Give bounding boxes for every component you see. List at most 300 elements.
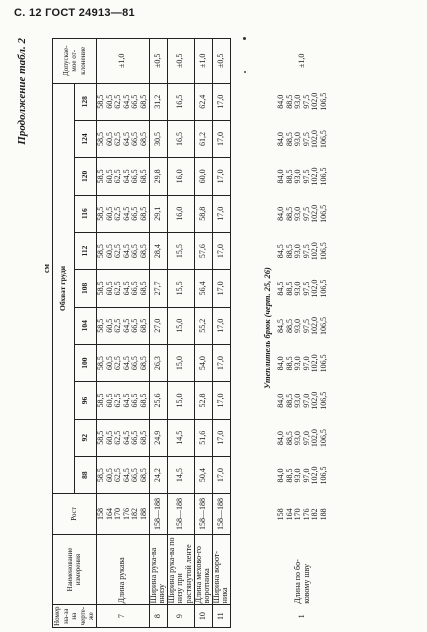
- table-value: 60,5: [104, 393, 114, 408]
- table-value: 58,5: [95, 132, 105, 147]
- table-value: 84,0: [276, 169, 285, 184]
- table-value: 15,0: [175, 356, 185, 371]
- table-value: 88,5: [284, 468, 294, 483]
- table-value: 29,1: [152, 206, 162, 221]
- row-tolerance: ±0,5: [149, 39, 167, 84]
- row-value-cell: [212, 83, 230, 120]
- row-value-cell: [167, 419, 194, 456]
- table-value: 102,0: [310, 354, 320, 373]
- row-value-cell: [96, 344, 149, 381]
- row-name: Ширина рука-ва внизу: [149, 534, 167, 605]
- row-value-cell: [96, 270, 149, 307]
- table-value: 106,5: [318, 354, 328, 373]
- table-value: 60,5: [104, 206, 114, 221]
- row-value-cell: [277, 233, 330, 270]
- row-value-cell: [212, 382, 230, 419]
- table-row: [149, 39, 167, 628]
- row-value-cell: [194, 419, 212, 456]
- table-value: 68,5: [138, 393, 148, 408]
- table-value: 97,0: [301, 393, 311, 408]
- table-value: 158—188: [215, 497, 225, 530]
- table-value: 88,5: [284, 356, 294, 371]
- row-value-cell: [277, 419, 330, 456]
- table-value: 51,6: [197, 430, 207, 445]
- table-value: 93,0: [293, 393, 303, 408]
- table-value: 97,0: [301, 431, 311, 446]
- table-value: 60,5: [104, 468, 114, 483]
- table-value: 66,5: [130, 244, 140, 259]
- table-value: 64,5: [121, 94, 131, 109]
- row-heights: [167, 494, 194, 534]
- table-row: [194, 39, 212, 628]
- row-value-cell: [149, 158, 167, 195]
- row-number: 8: [149, 605, 167, 628]
- table-value: 25,6: [152, 393, 162, 408]
- chest-size-128: 128: [74, 83, 96, 120]
- row-value-cell: [149, 270, 167, 307]
- table-value: 50,4: [197, 468, 207, 483]
- table-value: 14,5: [175, 468, 185, 483]
- row-tolerance: ±0,5: [212, 39, 230, 84]
- table-value: 15,0: [175, 393, 185, 408]
- table-value: 62,5: [113, 356, 123, 371]
- page-header: С. 12 ГОСТ 24913—81: [14, 7, 135, 19]
- row-number: 7: [96, 605, 149, 628]
- table-value: 29,8: [152, 169, 162, 184]
- row-value-cell: [167, 158, 194, 195]
- table-value: 28,4: [152, 244, 162, 259]
- table-value: 102,0: [310, 130, 320, 149]
- row-name: Ширина ворот-ника: [212, 534, 230, 605]
- table-value: 64,5: [121, 430, 131, 445]
- row-value-cell: [194, 232, 212, 269]
- table-value: 17,0: [215, 94, 225, 109]
- table-value: 88,5: [284, 94, 294, 109]
- table-value: 84,5: [276, 281, 285, 296]
- table-value: 58,8: [197, 206, 207, 221]
- table-value: 106,5: [318, 429, 328, 448]
- table-value: 68,5: [138, 169, 148, 184]
- table-value: 68,5: [138, 132, 148, 147]
- table-value: 84,0: [276, 393, 285, 408]
- row-value-cell: [212, 120, 230, 157]
- table-value: 64,5: [121, 318, 131, 333]
- table-value: 106,5: [318, 130, 328, 149]
- row-name: Длина рукава: [96, 534, 149, 605]
- table-value: 60,0: [197, 169, 207, 184]
- table-value: 64,5: [121, 169, 131, 184]
- row-value-cell: [96, 232, 149, 269]
- row-heights: [149, 494, 167, 534]
- row-value-cell: [167, 344, 194, 381]
- row-number: 9: [167, 605, 194, 628]
- table-value: 158—188: [152, 497, 162, 530]
- table-value: 68,5: [138, 94, 148, 109]
- chest-size-100: 100: [74, 344, 96, 381]
- row-value-cell: [194, 344, 212, 381]
- table-row: [277, 39, 330, 628]
- sizes-table: [52, 38, 231, 628]
- table-value: 66,5: [130, 132, 140, 147]
- row-name: Длина по бо-ковому шву: [293, 559, 311, 604]
- table-value: 97,5: [301, 132, 311, 147]
- row-tolerance: ±0,5: [167, 39, 194, 84]
- table-value: 106,5: [318, 204, 328, 223]
- table-value: 58,5: [95, 244, 105, 259]
- table-value: 66,5: [130, 169, 140, 184]
- table-value: 60,5: [104, 169, 114, 184]
- table-value: 106,5: [318, 242, 328, 261]
- row-value-cell: [194, 83, 212, 120]
- table-value: 84,5: [276, 318, 285, 333]
- table-value: 102,0: [310, 204, 320, 223]
- table-value: 68,5: [138, 281, 148, 296]
- table-value: 15,5: [175, 281, 185, 296]
- row-value-cell: [194, 456, 212, 493]
- table-value: 66,5: [130, 281, 140, 296]
- section-subtitle: Утеплитель брюк (черт. 25, 26): [262, 267, 272, 389]
- table-value: 170: [293, 508, 303, 521]
- table-value: 66,5: [130, 94, 140, 109]
- row-name: Ширина рука-ва по низу при растянутой ленте: [167, 534, 194, 605]
- row-tolerance: ±1,0: [194, 39, 212, 84]
- table-row: [96, 39, 149, 628]
- table-value: 97,0: [301, 468, 311, 483]
- table-value: 102,0: [310, 279, 320, 298]
- header-height: Рост: [53, 494, 97, 534]
- table-value: 97,5: [301, 169, 311, 184]
- table-value: 93,0: [293, 244, 303, 259]
- table-value: 62,5: [113, 430, 123, 445]
- table-value: 106,5: [318, 92, 328, 111]
- table-body: [96, 39, 230, 628]
- table-continuation-title: Продолжение табл. 2: [16, 38, 28, 145]
- table-value: 66,5: [130, 318, 140, 333]
- chest-size-124: 124: [74, 120, 96, 157]
- header-name: Наименование измерения: [53, 534, 97, 605]
- table-value: 58,5: [95, 468, 105, 483]
- table-value: 62,5: [113, 169, 123, 184]
- chest-size-120: 120: [74, 158, 96, 195]
- table-value: 188: [318, 508, 328, 521]
- row-value-cell: [194, 307, 212, 344]
- table-value: 17,0: [215, 356, 225, 371]
- table-value: 102,0: [310, 429, 320, 448]
- table-value: 17,0: [215, 281, 225, 296]
- table-value: 68,5: [138, 356, 148, 371]
- table-value: 88,5: [284, 281, 294, 296]
- table-value: 106,5: [318, 279, 328, 298]
- header-chest-group: Обхват груди: [53, 83, 75, 494]
- table-value: 158: [276, 508, 285, 521]
- table-value: 58,5: [95, 430, 105, 445]
- row-heights: [212, 494, 230, 534]
- table-value: 62,5: [113, 393, 123, 408]
- table-value: 88,5: [284, 132, 294, 147]
- table-value: 88,5: [284, 318, 294, 333]
- chest-size-112: 112: [74, 232, 96, 269]
- table-value: 58,5: [95, 318, 105, 333]
- table-value: 62,5: [113, 468, 123, 483]
- table-value: 97,5: [301, 281, 311, 296]
- table-value: 164: [104, 507, 114, 520]
- table-value: 16,5: [175, 94, 185, 109]
- row-value-cell: [149, 382, 167, 419]
- row-value-cell: [277, 307, 330, 344]
- table-value: 52,8: [197, 393, 207, 408]
- row-value-cell: [167, 120, 194, 157]
- table-value: 62,5: [113, 318, 123, 333]
- row-value-cell: [212, 158, 230, 195]
- row-number: 1: [297, 614, 307, 619]
- table-row: [212, 39, 230, 628]
- table-value: 68,5: [138, 318, 148, 333]
- table-value: 17,0: [215, 318, 225, 333]
- row-value-cell: [212, 232, 230, 269]
- row-number: 11: [212, 605, 230, 628]
- table-value: 60,5: [104, 132, 114, 147]
- table-value: 64,5: [121, 393, 131, 408]
- table-value: 64,5: [121, 281, 131, 296]
- table-value: 88,5: [284, 393, 294, 408]
- table-value: 15,0: [175, 318, 185, 333]
- table-value: 14,5: [175, 430, 185, 445]
- table-value: 93,0: [293, 206, 303, 221]
- table-value: 64,5: [121, 244, 131, 259]
- table-value: 66,5: [130, 393, 140, 408]
- table-value: 84,0: [276, 132, 285, 147]
- unit-label: см: [42, 264, 51, 273]
- row-value-cell: [194, 195, 212, 232]
- row-value-cell: [167, 382, 194, 419]
- row-value-cell: [149, 307, 167, 344]
- table-value: 106,5: [318, 167, 328, 186]
- rotated-page: [16, 38, 413, 628]
- table-value: 58,5: [95, 281, 105, 296]
- table-value: 27,7: [152, 281, 162, 296]
- table-value: 17,0: [215, 430, 225, 445]
- row-value-cell: [277, 457, 330, 494]
- row-value-cell: [167, 195, 194, 232]
- table-value: 93,0: [293, 356, 303, 371]
- row-value-cell: [167, 307, 194, 344]
- table-value: 26,3: [152, 356, 162, 371]
- table-value: 84,5: [276, 244, 285, 259]
- table-value: 64,5: [121, 132, 131, 147]
- row-value-cell: [194, 158, 212, 195]
- table-value: 17,0: [215, 244, 225, 259]
- table-value: 102,0: [310, 391, 320, 410]
- row-value-cell: [149, 120, 167, 157]
- table-value: 88,5: [284, 206, 294, 221]
- table-value: 16,5: [175, 132, 185, 147]
- table-value: 84,0: [276, 206, 285, 221]
- row-value-cell: [96, 307, 149, 344]
- table-value: 84,0: [276, 431, 285, 446]
- chest-size-108: 108: [74, 270, 96, 307]
- table-value: 64,5: [121, 468, 131, 483]
- trousers-body: [277, 39, 330, 628]
- table-value: 84,0: [276, 94, 285, 109]
- table-value: 97,5: [301, 244, 311, 259]
- row-tolerance: ±1,0: [96, 39, 149, 84]
- table-value: 62,5: [113, 244, 123, 259]
- table-value: 182: [130, 507, 140, 520]
- table-value: 106,5: [318, 391, 328, 410]
- table-value: 58,5: [95, 356, 105, 371]
- chest-size-96: 96: [74, 382, 96, 419]
- table-value: 66,5: [130, 468, 140, 483]
- chest-size-92: 92: [74, 419, 96, 456]
- row-value-cell: [277, 158, 330, 195]
- table-value: 93,0: [293, 94, 303, 109]
- table-value: 176: [301, 508, 311, 521]
- table-value: 102,0: [310, 242, 320, 261]
- table-value: 60,5: [104, 356, 114, 371]
- table-value: 93,0: [293, 132, 303, 147]
- chest-size-88: 88: [74, 456, 96, 493]
- table-value: 61,2: [197, 132, 207, 147]
- table-value: 54,0: [197, 356, 207, 371]
- row-value-cell: [167, 456, 194, 493]
- table-value: 88,5: [284, 431, 294, 446]
- table-value: 24,9: [152, 430, 162, 445]
- table-value: 97,5: [301, 318, 311, 333]
- table-value: 158: [95, 507, 105, 520]
- row-value-cell: [212, 270, 230, 307]
- row-value-cell: [96, 195, 149, 232]
- table-value: 66,5: [130, 206, 140, 221]
- row-value-cell: [167, 83, 194, 120]
- row-value-cell: [212, 307, 230, 344]
- table-value: 102,0: [310, 167, 320, 186]
- row-value-cell: [149, 83, 167, 120]
- table-value: 97,0: [301, 356, 311, 371]
- table-value: 55,2: [197, 318, 207, 333]
- row-heights: [194, 494, 212, 534]
- row-value-cell: [212, 456, 230, 493]
- table-value: 58,5: [95, 206, 105, 221]
- table-value: 88,5: [284, 244, 294, 259]
- table-value: 64,5: [121, 206, 131, 221]
- table-value: 60,5: [104, 430, 114, 445]
- chest-size-104: 104: [74, 307, 96, 344]
- row-value-cell: [96, 382, 149, 419]
- table-value: 62,5: [113, 94, 123, 109]
- row-heights: [277, 494, 330, 534]
- row-value-cell: [149, 344, 167, 381]
- table-value: 93,0: [293, 468, 303, 483]
- header-number: Номер на-за на черте-же: [53, 606, 96, 626]
- table-value: 68,5: [138, 244, 148, 259]
- table-value: 15,5: [175, 244, 185, 259]
- table-value: 64,5: [121, 356, 131, 371]
- table-value: 106,5: [318, 466, 328, 485]
- table-value: 93,0: [293, 318, 303, 333]
- row-value-cell: [149, 419, 167, 456]
- table-value: 93,0: [293, 281, 303, 296]
- table-value: 30,5: [152, 132, 162, 147]
- table-value: 66,5: [130, 356, 140, 371]
- table-value: 17,0: [215, 206, 225, 221]
- table-value: 17,0: [215, 393, 225, 408]
- table-value: 102,0: [310, 316, 320, 335]
- table-value: 58,5: [95, 94, 105, 109]
- row-value-cell: [96, 158, 149, 195]
- row-heights: [96, 494, 149, 534]
- table-value: 17,0: [215, 468, 225, 483]
- table-value: 66,5: [130, 430, 140, 445]
- table-value: 84,0: [276, 468, 285, 483]
- row-value-cell: [194, 382, 212, 419]
- table-value: 88,5: [284, 169, 294, 184]
- table-value: 93,0: [293, 169, 303, 184]
- table-value: 58,5: [95, 169, 105, 184]
- row-value-cell: [277, 345, 330, 382]
- row-value-cell: [96, 120, 149, 157]
- table-value: 188: [138, 507, 148, 520]
- table-value: 68,5: [138, 468, 148, 483]
- row-value-cell: [96, 83, 149, 120]
- table-value: 182: [310, 508, 320, 521]
- row-value-cell: [167, 232, 194, 269]
- table-value: 102,0: [310, 92, 320, 111]
- table-value: 27,0: [152, 318, 162, 333]
- row-value-cell: [96, 419, 149, 456]
- table-value: 24,2: [152, 468, 162, 483]
- table-value: 31,2: [152, 94, 162, 109]
- row-value-cell: [212, 195, 230, 232]
- row-value-cell: [149, 195, 167, 232]
- table-value: 62,5: [113, 281, 123, 296]
- table-value: 17,0: [215, 132, 225, 147]
- row-value-cell: [277, 120, 330, 157]
- table-value: 170: [113, 507, 123, 520]
- table-row: [167, 39, 194, 628]
- table-value: 68,5: [138, 206, 148, 221]
- row-value-cell: [194, 120, 212, 157]
- trousers-table: [276, 38, 330, 628]
- row-tolerance: ±1,0: [297, 53, 307, 68]
- table-value: 62,5: [113, 132, 123, 147]
- table-value: 16,0: [175, 206, 185, 221]
- table-value: 97,5: [301, 206, 311, 221]
- row-value-cell: [277, 83, 330, 120]
- table-value: 60,5: [104, 244, 114, 259]
- table-value: 60,5: [104, 94, 114, 109]
- table-value: 16,0: [175, 169, 185, 184]
- table-value: 106,5: [318, 316, 328, 335]
- table-value: 62,5: [113, 206, 123, 221]
- row-value-cell: [212, 419, 230, 456]
- header-tolerance: Допускае-мое от-клонение: [53, 39, 97, 84]
- chest-size-116: 116: [74, 195, 96, 232]
- row-value-cell: [277, 382, 330, 419]
- table-value: 60,5: [104, 281, 114, 296]
- table-value: 60,5: [104, 318, 114, 333]
- row-value-cell: [167, 270, 194, 307]
- table-value: 176: [121, 507, 131, 520]
- table-value: 84,0: [276, 356, 285, 371]
- table-value: 56,4: [197, 281, 207, 296]
- row-value-cell: [149, 232, 167, 269]
- table-value: 17,0: [215, 169, 225, 184]
- table-value: 164: [284, 508, 294, 521]
- table-value: 158—188: [175, 497, 185, 530]
- row-value-cell: [212, 344, 230, 381]
- table-value: 97,5: [301, 94, 311, 109]
- row-value-cell: [277, 270, 330, 307]
